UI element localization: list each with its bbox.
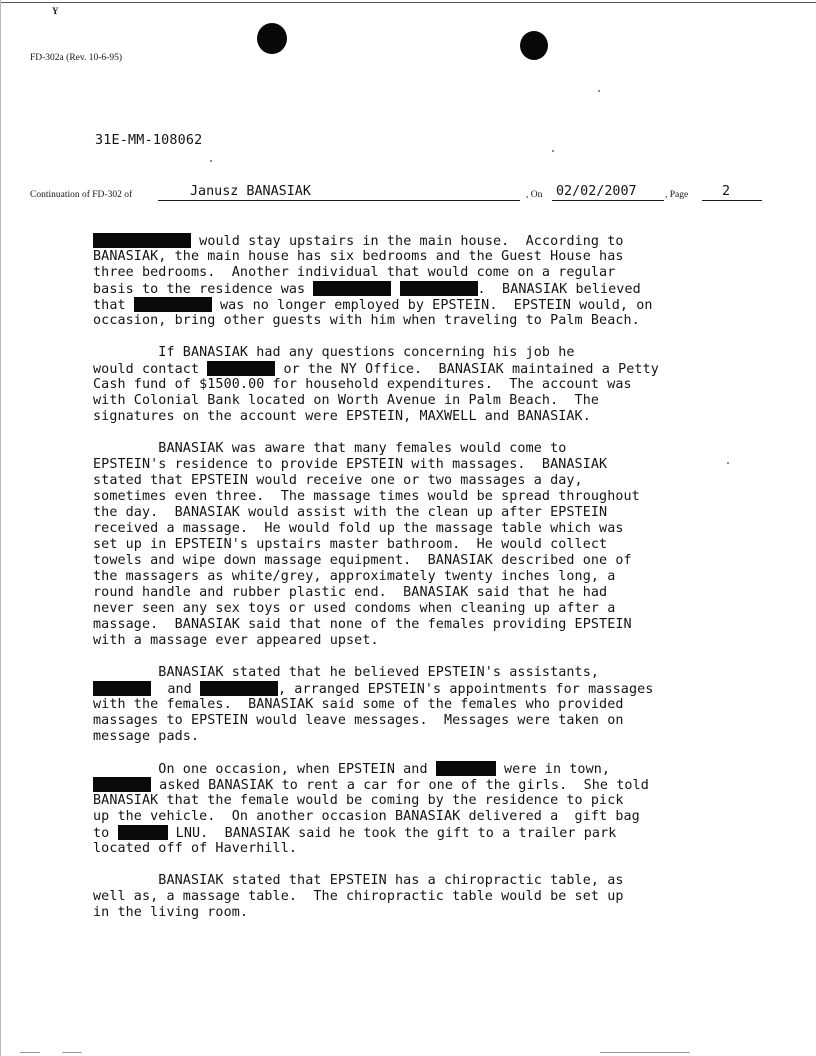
text-line: [93, 841, 793, 857]
text-line: [93, 265, 793, 281]
text-line: [93, 505, 793, 521]
text-line: [93, 905, 793, 921]
scan-speck: [552, 150, 554, 152]
bottom-scan-mark: [62, 1052, 82, 1053]
text-line: [93, 569, 793, 585]
text-run: and: [151, 682, 200, 697]
text-run: signatures on the account were EPSTEIN, MAXWELL and BANASIAK.: [93, 409, 591, 424]
text-run: the day. BANASIAK would assist with the clean up after EPSTEIN: [93, 505, 608, 520]
text-run: in the living room.: [93, 905, 249, 920]
text-run: message pads.: [93, 729, 200, 744]
corner-mark: Y: [52, 6, 59, 16]
text-line: [93, 889, 793, 905]
paragraph: [93, 441, 793, 649]
text-line: [93, 585, 793, 601]
text-line: [93, 377, 793, 393]
text-run: If BANASIAK had any questions concerning his job he: [93, 345, 575, 360]
scan-speck: [210, 160, 212, 162]
document-body: [93, 233, 793, 921]
file-number: 31E-MM-108062: [95, 133, 203, 148]
text-run: located off of Haverhill.: [93, 841, 298, 856]
text-line: [93, 489, 793, 505]
text-line: [93, 617, 793, 633]
text-line: [93, 473, 793, 489]
text-run: up the vehicle. On another occasion BANASIAK delivered a gift bag: [93, 809, 640, 824]
paragraph-gap: [93, 649, 793, 665]
text-line: [93, 713, 793, 729]
text-run: were in town,: [495, 762, 611, 777]
text-run: occasion, bring other guests with him when traveling to Palm Beach.: [93, 313, 640, 328]
text-line: [93, 457, 793, 473]
continuation-label: Continuation of FD-302 of: [30, 190, 133, 200]
text-line: [93, 633, 793, 649]
text-line: [93, 761, 793, 777]
text-line: [93, 873, 793, 889]
text-line: [93, 553, 793, 569]
bottom-scan-mark: [20, 1052, 40, 1053]
text-run: stated that EPSTEIN would receive one or two massages a day,: [93, 473, 583, 488]
text-run: with the females. BANASIAK said some of the females who provided: [93, 697, 624, 712]
text-run: round handle and rubber plastic end. BANASIAK said that he had: [93, 585, 608, 600]
text-run: LNU. BANASIAK said he took the gift to a trailer park: [167, 826, 617, 841]
text-line: [93, 345, 793, 361]
text-run: the massagers as white/grey, approximately twenty inches long, a: [93, 569, 616, 584]
redaction-block: [134, 297, 212, 312]
text-run: BANASIAK that the female would be coming by the residence to pick: [93, 793, 624, 808]
punch-hole-left: [257, 23, 287, 54]
redaction-block: [93, 233, 191, 248]
text-run: massage. BANASIAK said that none of the females providing EPSTEIN: [93, 617, 632, 632]
text-run: EPSTEIN's residence to provide EPSTEIN with massages. BANASIAK: [93, 457, 608, 472]
text-line: [93, 681, 793, 697]
text-run: set up in EPSTEIN's upstairs master bathroom. He would collect: [93, 537, 608, 552]
text-run: was no longer employed by EPSTEIN. EPSTEIN would, on: [211, 298, 653, 313]
text-run: BANASIAK stated that he believed EPSTEIN's assistants,: [93, 665, 600, 680]
redaction-block: [436, 761, 496, 776]
text-run: would contact: [93, 362, 208, 377]
text-run: well as, a massage table. The chiropractic table would be set up: [93, 889, 624, 904]
bottom-scan-mark: [600, 1052, 690, 1053]
text-line: [93, 313, 793, 329]
redaction-block: [118, 825, 168, 840]
redaction-block: [93, 777, 151, 792]
text-line: [93, 537, 793, 553]
text-line: [93, 441, 793, 457]
paragraph: [93, 873, 793, 921]
text-run: that: [93, 298, 134, 313]
redaction-block: [93, 681, 151, 696]
text-line: [93, 793, 793, 809]
text-run: or the NY Office. BANASIAK maintained a Petty: [275, 362, 659, 377]
text-run: , arranged EPSTEIN's appointments for massages: [277, 682, 654, 697]
text-run: BANASIAK stated that EPSTEIN has a chiropractic table, as: [93, 873, 624, 888]
text-run: would stay upstairs in the main house. According to: [191, 234, 624, 249]
text-line: [93, 297, 793, 313]
redaction-block: [207, 361, 275, 376]
paragraph-gap: [93, 857, 793, 873]
subject-name-field: Janusz BANASIAK: [158, 184, 520, 201]
scan-speck: [598, 90, 600, 92]
top-edge-line: [0, 2, 816, 3]
text-run: . BANASIAK believed: [477, 282, 641, 297]
punch-hole-right: [520, 31, 548, 60]
text-line: [93, 521, 793, 537]
text-line: [93, 665, 793, 681]
text-run: towels and wipe down massage equipment. BANASIAK described one of: [93, 553, 632, 568]
text-line: [93, 281, 793, 297]
text-line: [93, 361, 793, 377]
text-line: [93, 233, 793, 249]
text-run: to: [93, 826, 118, 841]
on-date-label: , On: [526, 190, 543, 200]
paragraph-gap: [93, 329, 793, 345]
text-run: BANASIAK was aware that many females would come to: [93, 441, 567, 456]
redaction-block: [400, 281, 478, 296]
text-run: sometimes even three. The massage times would be spread throughout: [93, 489, 640, 504]
text-line: [93, 601, 793, 617]
text-run: asked BANASIAK to rent a car for one of the girls. She told: [151, 778, 649, 793]
text-run: BANASIAK, the main house has six bedrooms and the Guest House has: [93, 249, 624, 264]
text-run: basis to the residence was: [93, 282, 314, 297]
text-run: with Colonial Bank located on Worth Avenue in Palm Beach. The: [93, 393, 600, 408]
text-run: [391, 282, 399, 297]
paragraph: [93, 345, 793, 425]
left-edge-line: [0, 0, 1, 1056]
text-line: [93, 697, 793, 713]
text-run: three bedrooms. Another individual that would come on a regular: [93, 265, 616, 280]
text-line: [93, 409, 793, 425]
redaction-block: [200, 681, 278, 696]
text-run: On one occasion, when EPSTEIN and: [93, 762, 436, 777]
text-run: massages to EPSTEIN would leave messages. Messages were taken on: [93, 713, 624, 728]
text-line: [93, 393, 793, 409]
paragraph-gap: [93, 745, 793, 761]
text-run: received a massage. He would fold up the massage table which was: [93, 521, 624, 536]
text-line: [93, 809, 793, 825]
date-field: 02/02/2007: [552, 184, 664, 201]
text-line: [93, 825, 793, 841]
text-line: [93, 729, 793, 745]
paragraph: [93, 761, 793, 857]
page-number-field: 2: [702, 184, 762, 201]
page-label: , Page: [665, 190, 689, 200]
paragraph-gap: [93, 425, 793, 441]
paragraph: [93, 233, 793, 329]
redaction-block: [313, 281, 391, 296]
text-run: with a massage ever appeared upset.: [93, 633, 379, 648]
form-id: FD-302a (Rev. 10-6-95): [30, 53, 122, 63]
text-run: never seen any sex toys or used condoms when cleaning up after a: [93, 601, 616, 616]
text-run: Cash fund of $1500.00 for household expenditures. The account was: [93, 377, 632, 392]
text-line: [93, 249, 793, 265]
text-line: [93, 777, 793, 793]
paragraph: [93, 665, 793, 745]
